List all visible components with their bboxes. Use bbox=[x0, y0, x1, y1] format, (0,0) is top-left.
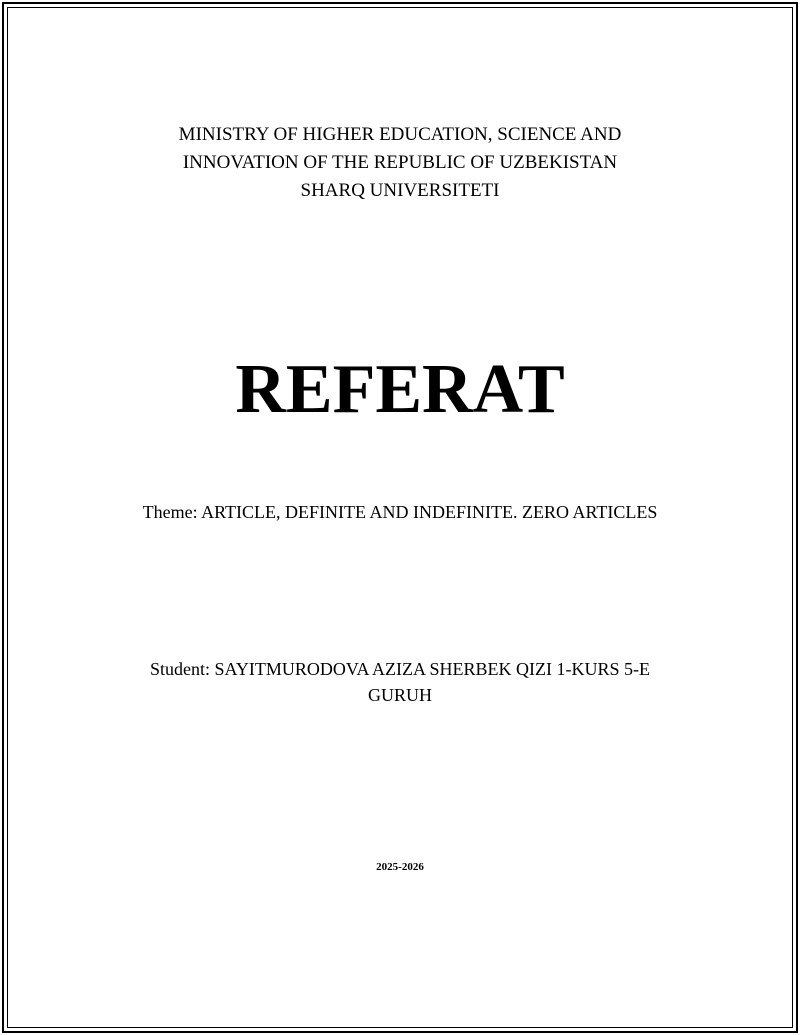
document-title: REFERAT bbox=[235, 351, 565, 428]
theme-line: Theme: ARTICLE, DEFINITE AND INDEFINITE. ZERO ARTICLES bbox=[142, 502, 658, 522]
header-line-republic: INNOVATION OF THE REPUBLIC OF UZBEKISTAN bbox=[182, 152, 618, 173]
student-block bbox=[0, 656, 800, 708]
institution-header bbox=[0, 121, 800, 205]
header-line-ministry: MINISTRY OF HIGHER EDUCATION, SCIENCE AND bbox=[178, 124, 622, 145]
student-line: Student: SAYITMURODOVA AZIZA SHERBEK QIZI 1-KURS 5-E GURUH bbox=[149, 659, 651, 705]
academic-year: 2025-2026 bbox=[376, 861, 424, 873]
header-line-university: SHARQ UNIVERSITETI bbox=[300, 180, 500, 201]
